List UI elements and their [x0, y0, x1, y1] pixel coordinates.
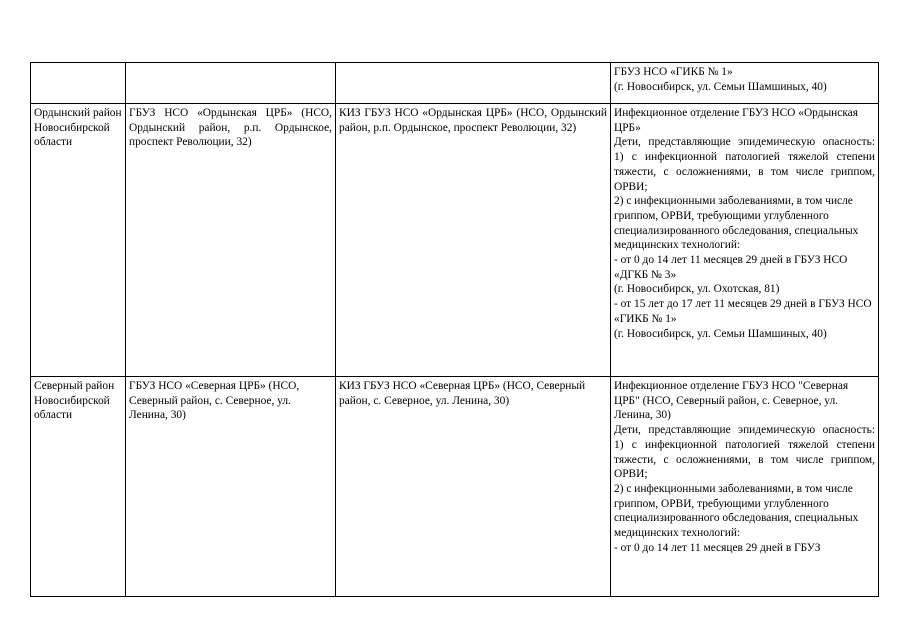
referral-line: Дети, представляющие эпидемическую опасность:	[614, 136, 875, 149]
district-text: Ордынский район Новосибирской области	[34, 107, 122, 149]
kiz-cell	[336, 104, 611, 377]
table-row	[31, 104, 879, 377]
referral-cell	[611, 63, 879, 104]
referral-line: (г. Новосибирск, ул. Семьи Шамшиных, 40)	[614, 80, 827, 93]
referral-cell	[611, 377, 879, 597]
referral-line: - от 0 до 14 лет 11 месяцев 29 дней в ГБУЗ	[614, 541, 821, 554]
district-cell	[31, 63, 126, 104]
institution-text: ГБУЗ НСО «Северная ЦРБ» (НСО, Северный район, с. Северное, ул. Ленина, 30)	[129, 380, 300, 422]
referral-line: - от 15 лет до 17 лет 11 месяцев 29 дней в ГБУЗ НСО «ГИКБ № 1»	[614, 298, 872, 325]
kiz-cell	[336, 63, 611, 104]
referral-line: Дети, представляющие эпидемическую опасность:	[614, 424, 875, 437]
referral-line: Инфекционное отделение ГБУЗ НСО «Ордынская ЦРБ»	[614, 107, 858, 134]
referral-line: (г. Новосибирск, ул. Семьи Шамшиных, 40)	[614, 327, 827, 340]
referral-cell	[611, 104, 879, 377]
institution-text: ГБУЗ НСО «Ордынская ЦРБ» (НСО, Ордынский район, р.п. Ордынское, проспект Революции, 32)	[129, 107, 332, 149]
referral-line: Инфекционное отделение ГБУЗ НСО "Северная ЦРБ" (НСО, Северный район, с. Северное, ул. Ленина, 30)	[614, 380, 849, 422]
referral-line: 1) с инфекционной патологией тяжелой степени тяжести, с осложнениями, в том числе гриппом, ОРВИ;	[614, 151, 875, 193]
institution-cell	[126, 63, 336, 104]
kiz-text: КИЗ ГБУЗ НСО «Ордынская ЦРБ» (НСО, Ордынский район, р.п. Ордынское, проспект Революции, 32)	[339, 107, 607, 134]
kiz-cell	[336, 377, 611, 597]
referral-table	[30, 62, 879, 597]
table-row	[31, 377, 879, 597]
referral-line: (г. Новосибирск, ул. Охотская, 81)	[614, 283, 780, 296]
referral-line: 2) с инфекционными заболеваниями, в том числе гриппом, ОРВИ, требующими углубленного специализированного обследования, специальных медицинских технологий:	[614, 195, 859, 252]
referral-line: 2) с инфекционными заболеваниями, в том числе гриппом, ОРВИ, требующими углубленного специализированного обследования, специальных медицинских технологий:	[614, 482, 859, 540]
table-row	[31, 63, 879, 104]
referral-line: ГБУЗ НСО «ГИКБ № 1»	[614, 66, 733, 78]
referral-line: 1) с инфекционной патологией тяжелой степени тяжести, с осложнениями, в том числе гриппом, ОРВИ;	[614, 438, 875, 481]
district-cell	[31, 377, 126, 597]
referral-line: - от 0 до 14 лет 11 месяцев 29 дней в ГБУЗ НСО «ДГКБ № 3»	[614, 254, 848, 281]
district-cell	[31, 104, 126, 377]
district-text: Северный район Новосибирской области	[34, 380, 115, 422]
kiz-text: КИЗ ГБУЗ НСО «Северная ЦРБ» (НСО, Северный район, с. Северное, ул. Ленина, 30)	[339, 380, 586, 407]
institution-cell	[126, 104, 336, 377]
institution-cell	[126, 377, 336, 597]
